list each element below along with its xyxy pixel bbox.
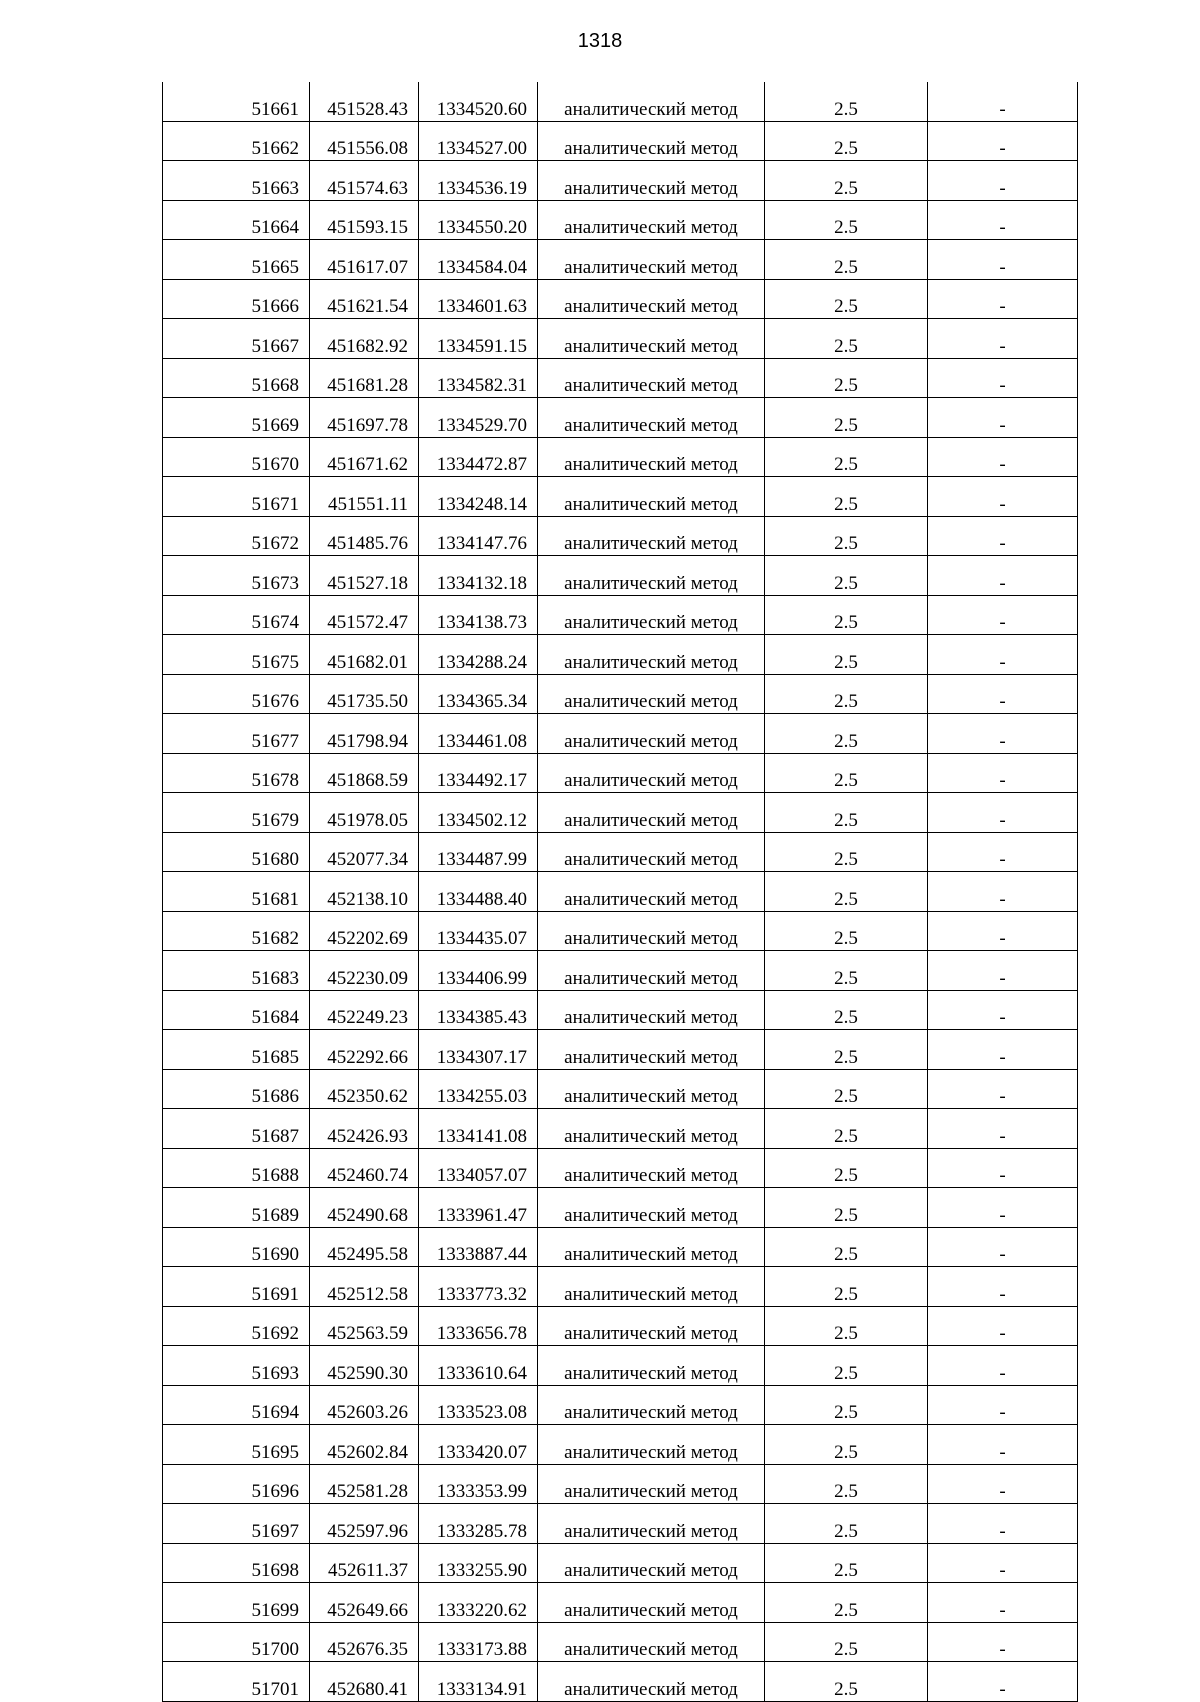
note-cell: - [928, 319, 1078, 359]
method-cell: аналитический метод [538, 1662, 765, 1702]
point-number-cell: 51696 [163, 1464, 310, 1504]
note-cell: - [928, 556, 1078, 596]
y-coordinate-cell: 1334529.70 [419, 398, 538, 438]
table-body [163, 82, 1078, 1701]
x-coordinate-cell: 452249.23 [310, 990, 419, 1030]
x-coordinate-cell: 451528.43 [310, 82, 419, 121]
table-row [163, 319, 1078, 359]
point-number-cell: 51679 [163, 793, 310, 833]
table-row [163, 872, 1078, 912]
accuracy-cell: 2.5 [765, 911, 928, 951]
x-coordinate-cell: 452495.58 [310, 1227, 419, 1267]
accuracy-cell: 2.5 [765, 121, 928, 161]
table-row [163, 398, 1078, 438]
y-coordinate-cell: 1334307.17 [419, 1030, 538, 1070]
point-number-cell: 51691 [163, 1267, 310, 1307]
note-cell: - [928, 951, 1078, 991]
y-coordinate-cell: 1333656.78 [419, 1306, 538, 1346]
y-coordinate-cell: 1333255.90 [419, 1543, 538, 1583]
table-row [163, 121, 1078, 161]
point-number-cell: 51692 [163, 1306, 310, 1346]
accuracy-cell: 2.5 [765, 1385, 928, 1425]
method-cell: аналитический метод [538, 556, 765, 596]
method-cell: аналитический метод [538, 1148, 765, 1188]
accuracy-cell: 2.5 [765, 556, 928, 596]
table-row [163, 1148, 1078, 1188]
note-cell: - [928, 1346, 1078, 1386]
point-number-cell: 51677 [163, 714, 310, 754]
point-number-cell: 51686 [163, 1069, 310, 1109]
method-cell: аналитический метод [538, 358, 765, 398]
note-cell: - [928, 161, 1078, 201]
point-number-cell: 51668 [163, 358, 310, 398]
note-cell: - [928, 1306, 1078, 1346]
point-number-cell: 51670 [163, 437, 310, 477]
point-number-cell: 51694 [163, 1385, 310, 1425]
table-row [163, 240, 1078, 280]
accuracy-cell: 2.5 [765, 1148, 928, 1188]
method-cell: аналитический метод [538, 1346, 765, 1386]
note-cell: - [928, 1662, 1078, 1702]
accuracy-cell: 2.5 [765, 832, 928, 872]
x-coordinate-cell: 452426.93 [310, 1109, 419, 1149]
y-coordinate-cell: 1334141.08 [419, 1109, 538, 1149]
y-coordinate-cell: 1334488.40 [419, 872, 538, 912]
method-cell: аналитический метод [538, 1583, 765, 1623]
point-number-cell: 51678 [163, 753, 310, 793]
table-row [163, 1662, 1078, 1702]
note-cell: - [928, 832, 1078, 872]
point-number-cell: 51687 [163, 1109, 310, 1149]
accuracy-cell: 2.5 [765, 990, 928, 1030]
method-cell: аналитический метод [538, 753, 765, 793]
method-cell: аналитический метод [538, 1267, 765, 1307]
x-coordinate-cell: 452292.66 [310, 1030, 419, 1070]
method-cell: аналитический метод [538, 990, 765, 1030]
page-number: 1318 [577, 30, 623, 52]
method-cell: аналитический метод [538, 1385, 765, 1425]
accuracy-cell: 2.5 [765, 1227, 928, 1267]
accuracy-cell: 2.5 [765, 793, 928, 833]
note-cell: - [928, 437, 1078, 477]
table-row [163, 595, 1078, 635]
table-row [163, 1622, 1078, 1662]
method-cell: аналитический метод [538, 951, 765, 991]
method-cell: аналитический метод [538, 1504, 765, 1544]
note-cell: - [928, 200, 1078, 240]
x-coordinate-cell: 451593.15 [310, 200, 419, 240]
x-coordinate-cell: 452602.84 [310, 1425, 419, 1465]
y-coordinate-cell: 1333285.78 [419, 1504, 538, 1544]
x-coordinate-cell: 452202.69 [310, 911, 419, 951]
table-row [163, 279, 1078, 319]
table-row [163, 1425, 1078, 1465]
point-number-cell: 51663 [163, 161, 310, 201]
note-cell: - [928, 121, 1078, 161]
accuracy-cell: 2.5 [765, 1662, 928, 1702]
note-cell: - [928, 793, 1078, 833]
x-coordinate-cell: 452581.28 [310, 1464, 419, 1504]
accuracy-cell: 2.5 [765, 714, 928, 754]
y-coordinate-cell: 1334138.73 [419, 595, 538, 635]
table-row [163, 714, 1078, 754]
point-number-cell: 51690 [163, 1227, 310, 1267]
x-coordinate-cell: 451671.62 [310, 437, 419, 477]
y-coordinate-cell: 1334536.19 [419, 161, 538, 201]
point-number-cell: 51671 [163, 477, 310, 517]
accuracy-cell: 2.5 [765, 1030, 928, 1070]
note-cell: - [928, 82, 1078, 121]
table-row [163, 1227, 1078, 1267]
accuracy-cell: 2.5 [765, 279, 928, 319]
table-row [163, 674, 1078, 714]
method-cell: аналитический метод [538, 319, 765, 359]
note-cell: - [928, 398, 1078, 438]
method-cell: аналитический метод [538, 398, 765, 438]
accuracy-cell: 2.5 [765, 82, 928, 121]
note-cell: - [928, 279, 1078, 319]
note-cell: - [928, 358, 1078, 398]
note-cell: - [928, 1227, 1078, 1267]
method-cell: аналитический метод [538, 1464, 765, 1504]
accuracy-cell: 2.5 [765, 1464, 928, 1504]
table-row [163, 161, 1078, 201]
method-cell: аналитический метод [538, 793, 765, 833]
point-number-cell: 51700 [163, 1622, 310, 1662]
accuracy-cell: 2.5 [765, 951, 928, 991]
point-number-cell: 51674 [163, 595, 310, 635]
accuracy-cell: 2.5 [765, 240, 928, 280]
accuracy-cell: 2.5 [765, 1267, 928, 1307]
note-cell: - [928, 1583, 1078, 1623]
point-number-cell: 51688 [163, 1148, 310, 1188]
x-coordinate-cell: 452460.74 [310, 1148, 419, 1188]
x-coordinate-cell: 451682.01 [310, 635, 419, 675]
table-row [163, 516, 1078, 556]
accuracy-cell: 2.5 [765, 753, 928, 793]
y-coordinate-cell: 1333887.44 [419, 1227, 538, 1267]
accuracy-cell: 2.5 [765, 398, 928, 438]
point-number-cell: 51666 [163, 279, 310, 319]
method-cell: аналитический метод [538, 1069, 765, 1109]
y-coordinate-cell: 1333173.88 [419, 1622, 538, 1662]
point-number-cell: 51682 [163, 911, 310, 951]
x-coordinate-cell: 452680.41 [310, 1662, 419, 1702]
table-row [163, 1267, 1078, 1307]
method-cell: аналитический метод [538, 1188, 765, 1228]
x-coordinate-cell: 451735.50 [310, 674, 419, 714]
method-cell: аналитический метод [538, 1306, 765, 1346]
point-number-cell: 51684 [163, 990, 310, 1030]
point-number-cell: 51680 [163, 832, 310, 872]
note-cell: - [928, 753, 1078, 793]
y-coordinate-cell: 1334288.24 [419, 635, 538, 675]
method-cell: аналитический метод [538, 911, 765, 951]
method-cell: аналитический метод [538, 161, 765, 201]
x-coordinate-cell: 452512.58 [310, 1267, 419, 1307]
table-row [163, 1504, 1078, 1544]
accuracy-cell: 2.5 [765, 516, 928, 556]
y-coordinate-cell: 1333961.47 [419, 1188, 538, 1228]
point-number-cell: 51672 [163, 516, 310, 556]
accuracy-cell: 2.5 [765, 635, 928, 675]
method-cell: аналитический метод [538, 477, 765, 517]
note-cell: - [928, 1504, 1078, 1544]
table-row [163, 82, 1078, 121]
x-coordinate-cell: 451485.76 [310, 516, 419, 556]
y-coordinate-cell: 1333610.64 [419, 1346, 538, 1386]
table-row [163, 358, 1078, 398]
method-cell: аналитический метод [538, 1227, 765, 1267]
accuracy-cell: 2.5 [765, 358, 928, 398]
point-number-cell: 51667 [163, 319, 310, 359]
y-coordinate-cell: 1334601.63 [419, 279, 538, 319]
method-cell: аналитический метод [538, 872, 765, 912]
table-row [163, 793, 1078, 833]
x-coordinate-cell: 452077.34 [310, 832, 419, 872]
note-cell: - [928, 911, 1078, 951]
y-coordinate-cell: 1334582.31 [419, 358, 538, 398]
x-coordinate-cell: 451574.63 [310, 161, 419, 201]
note-cell: - [928, 516, 1078, 556]
point-number-cell: 51662 [163, 121, 310, 161]
method-cell: аналитический метод [538, 1622, 765, 1662]
y-coordinate-cell: 1334132.18 [419, 556, 538, 596]
point-number-cell: 51701 [163, 1662, 310, 1702]
table-row [163, 200, 1078, 240]
y-coordinate-cell: 1334520.60 [419, 82, 538, 121]
method-cell: аналитический метод [538, 674, 765, 714]
note-cell: - [928, 1069, 1078, 1109]
accuracy-cell: 2.5 [765, 1622, 928, 1662]
y-coordinate-cell: 1334248.14 [419, 477, 538, 517]
note-cell: - [928, 240, 1078, 280]
accuracy-cell: 2.5 [765, 319, 928, 359]
x-coordinate-cell: 452603.26 [310, 1385, 419, 1425]
accuracy-cell: 2.5 [765, 872, 928, 912]
y-coordinate-cell: 1334255.03 [419, 1069, 538, 1109]
x-coordinate-cell: 451681.28 [310, 358, 419, 398]
x-coordinate-cell: 451621.54 [310, 279, 419, 319]
method-cell: аналитический метод [538, 279, 765, 319]
note-cell: - [928, 872, 1078, 912]
point-number-cell: 51693 [163, 1346, 310, 1386]
accuracy-cell: 2.5 [765, 200, 928, 240]
point-number-cell: 51681 [163, 872, 310, 912]
point-number-cell: 51665 [163, 240, 310, 280]
x-coordinate-cell: 452676.35 [310, 1622, 419, 1662]
x-coordinate-cell: 452563.59 [310, 1306, 419, 1346]
method-cell: аналитический метод [538, 595, 765, 635]
table-row [163, 1543, 1078, 1583]
method-cell: аналитический метод [538, 516, 765, 556]
note-cell: - [928, 990, 1078, 1030]
method-cell: аналитический метод [538, 635, 765, 675]
note-cell: - [928, 1188, 1078, 1228]
method-cell: аналитический метод [538, 1030, 765, 1070]
x-coordinate-cell: 452230.09 [310, 951, 419, 991]
table-row [163, 911, 1078, 951]
method-cell: аналитический метод [538, 121, 765, 161]
y-coordinate-cell: 1334487.99 [419, 832, 538, 872]
y-coordinate-cell: 1333523.08 [419, 1385, 538, 1425]
x-coordinate-cell: 452597.96 [310, 1504, 419, 1544]
note-cell: - [928, 1464, 1078, 1504]
x-coordinate-cell: 451868.59 [310, 753, 419, 793]
y-coordinate-cell: 1334527.00 [419, 121, 538, 161]
x-coordinate-cell: 451798.94 [310, 714, 419, 754]
y-coordinate-cell: 1333420.07 [419, 1425, 538, 1465]
x-coordinate-cell: 451556.08 [310, 121, 419, 161]
y-coordinate-cell: 1334591.15 [419, 319, 538, 359]
y-coordinate-cell: 1334385.43 [419, 990, 538, 1030]
note-cell: - [928, 1385, 1078, 1425]
accuracy-cell: 2.5 [765, 477, 928, 517]
x-coordinate-cell: 451551.11 [310, 477, 419, 517]
table-row [163, 556, 1078, 596]
accuracy-cell: 2.5 [765, 1346, 928, 1386]
note-cell: - [928, 1267, 1078, 1307]
point-number-cell: 51695 [163, 1425, 310, 1465]
note-cell: - [928, 635, 1078, 675]
note-cell: - [928, 477, 1078, 517]
accuracy-cell: 2.5 [765, 595, 928, 635]
accuracy-cell: 2.5 [765, 161, 928, 201]
note-cell: - [928, 1030, 1078, 1070]
accuracy-cell: 2.5 [765, 674, 928, 714]
x-coordinate-cell: 451682.92 [310, 319, 419, 359]
y-coordinate-cell: 1333220.62 [419, 1583, 538, 1623]
table-row [163, 477, 1078, 517]
table-row [163, 1069, 1078, 1109]
y-coordinate-cell: 1334502.12 [419, 793, 538, 833]
method-cell: аналитический метод [538, 82, 765, 121]
x-coordinate-cell: 451572.47 [310, 595, 419, 635]
y-coordinate-cell: 1334550.20 [419, 200, 538, 240]
point-number-cell: 51675 [163, 635, 310, 675]
y-coordinate-cell: 1334584.04 [419, 240, 538, 280]
y-coordinate-cell: 1334492.17 [419, 753, 538, 793]
x-coordinate-cell: 451697.78 [310, 398, 419, 438]
y-coordinate-cell: 1333353.99 [419, 1464, 538, 1504]
y-coordinate-cell: 1334365.34 [419, 674, 538, 714]
table-row [163, 1109, 1078, 1149]
accuracy-cell: 2.5 [765, 1188, 928, 1228]
point-number-cell: 51661 [163, 82, 310, 121]
method-cell: аналитический метод [538, 437, 765, 477]
y-coordinate-cell: 1334147.76 [419, 516, 538, 556]
y-coordinate-cell: 1333773.32 [419, 1267, 538, 1307]
table-row [163, 1306, 1078, 1346]
point-number-cell: 51676 [163, 674, 310, 714]
table-row [163, 1583, 1078, 1623]
x-coordinate-cell: 452649.66 [310, 1583, 419, 1623]
accuracy-cell: 2.5 [765, 1504, 928, 1544]
method-cell: аналитический метод [538, 1109, 765, 1149]
x-coordinate-cell: 451527.18 [310, 556, 419, 596]
y-coordinate-cell: 1334057.07 [419, 1148, 538, 1188]
x-coordinate-cell: 452590.30 [310, 1346, 419, 1386]
y-coordinate-cell: 1334406.99 [419, 951, 538, 991]
accuracy-cell: 2.5 [765, 1109, 928, 1149]
note-cell: - [928, 1622, 1078, 1662]
table-row [163, 437, 1078, 477]
accuracy-cell: 2.5 [765, 1425, 928, 1465]
y-coordinate-cell: 1333134.91 [419, 1662, 538, 1702]
note-cell: - [928, 1109, 1078, 1149]
x-coordinate-cell: 452350.62 [310, 1069, 419, 1109]
method-cell: аналитический метод [538, 240, 765, 280]
accuracy-cell: 2.5 [765, 1583, 928, 1623]
table-row [163, 1346, 1078, 1386]
accuracy-cell: 2.5 [765, 1069, 928, 1109]
point-number-cell: 51673 [163, 556, 310, 596]
x-coordinate-cell: 452490.68 [310, 1188, 419, 1228]
point-number-cell: 51664 [163, 200, 310, 240]
table-row [163, 832, 1078, 872]
method-cell: аналитический метод [538, 1543, 765, 1583]
table-row [163, 635, 1078, 675]
point-number-cell: 51698 [163, 1543, 310, 1583]
note-cell: - [928, 1543, 1078, 1583]
method-cell: аналитический метод [538, 832, 765, 872]
point-number-cell: 51683 [163, 951, 310, 991]
table-row [163, 1188, 1078, 1228]
accuracy-cell: 2.5 [765, 1543, 928, 1583]
note-cell: - [928, 1148, 1078, 1188]
point-number-cell: 51699 [163, 1583, 310, 1623]
table-row [163, 1464, 1078, 1504]
y-coordinate-cell: 1334461.08 [419, 714, 538, 754]
method-cell: аналитический метод [538, 714, 765, 754]
accuracy-cell: 2.5 [765, 1306, 928, 1346]
point-number-cell: 51697 [163, 1504, 310, 1544]
method-cell: аналитический метод [538, 1425, 765, 1465]
table-row [163, 1385, 1078, 1425]
y-coordinate-cell: 1334435.07 [419, 911, 538, 951]
table-row [163, 753, 1078, 793]
method-cell: аналитический метод [538, 200, 765, 240]
note-cell: - [928, 714, 1078, 754]
note-cell: - [928, 1425, 1078, 1465]
x-coordinate-cell: 451978.05 [310, 793, 419, 833]
coordinates-table [162, 82, 1078, 1702]
point-number-cell: 51669 [163, 398, 310, 438]
x-coordinate-cell: 452138.10 [310, 872, 419, 912]
y-coordinate-cell: 1334472.87 [419, 437, 538, 477]
table-row [163, 990, 1078, 1030]
table-row [163, 951, 1078, 991]
note-cell: - [928, 595, 1078, 635]
x-coordinate-cell: 452611.37 [310, 1543, 419, 1583]
table-row [163, 1030, 1078, 1070]
point-number-cell: 51689 [163, 1188, 310, 1228]
note-cell: - [928, 674, 1078, 714]
x-coordinate-cell: 451617.07 [310, 240, 419, 280]
accuracy-cell: 2.5 [765, 437, 928, 477]
point-number-cell: 51685 [163, 1030, 310, 1070]
